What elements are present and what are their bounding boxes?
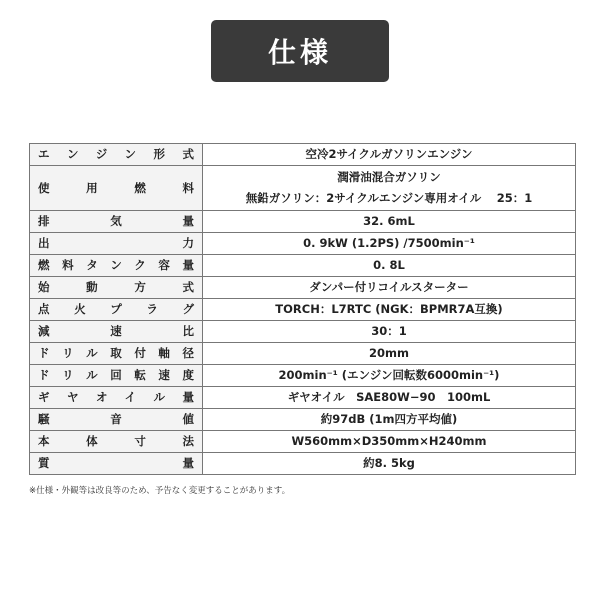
spec-label: 使用燃料 — [30, 166, 203, 211]
spec-value: 20mm — [203, 343, 576, 365]
spec-label: 燃料タンク容量 — [30, 255, 203, 277]
table-row — [30, 343, 576, 365]
spec-value-line: 潤滑油混合ガソリン — [337, 170, 441, 184]
spec-label: 点火プラグ — [30, 299, 203, 321]
spec-value: 空冷2サイクルガソリンエンジン — [203, 144, 576, 166]
spec-label: ドリル回転速度 — [30, 365, 203, 387]
spec-table — [29, 143, 576, 475]
spec-value: 32. 6mL — [203, 211, 576, 233]
spec-value — [203, 166, 576, 211]
spec-value: ギヤオイル SAE80W−90 100mL — [203, 387, 576, 409]
page-title-text: 仕様 — [267, 36, 332, 69]
table-row — [30, 166, 576, 211]
table-row — [30, 431, 576, 453]
table-row — [30, 299, 576, 321]
spec-value: TORCH：L7RTC (NGK：BPMR7A互換) — [203, 299, 576, 321]
table-row — [30, 211, 576, 233]
table-row — [30, 255, 576, 277]
spec-label: 始動方式 — [30, 277, 203, 299]
spec-value: 30：1 — [203, 321, 576, 343]
disclaimer-note: ※仕様・外観等は改良等のため、予告なく変更することがあります。 — [29, 486, 291, 496]
spec-label: 質量 — [30, 453, 203, 475]
spec-value: W560mm×D350mm×H240mm — [203, 431, 576, 453]
table-row — [30, 233, 576, 255]
spec-value: 約8. 5kg — [203, 453, 576, 475]
table-row — [30, 144, 576, 166]
spec-value-line: 無鉛ガソリン：2サイクルエンジン専用オイル 25：1 — [245, 191, 533, 205]
spec-value: 0. 8L — [203, 255, 576, 277]
table-row — [30, 409, 576, 431]
spec-label: 騒音値 — [30, 409, 203, 431]
table-row — [30, 365, 576, 387]
spec-value: 0. 9kW (1.2PS) /7500min⁻¹ — [203, 233, 576, 255]
spec-label: ドリル取付軸径 — [30, 343, 203, 365]
table-row — [30, 387, 576, 409]
page-title — [211, 20, 389, 82]
table-row — [30, 453, 576, 475]
spec-value: 約97dB (1m四方平均値) — [203, 409, 576, 431]
table-row — [30, 321, 576, 343]
spec-value: 200min⁻¹ (エンジン回転数6000min⁻¹) — [203, 365, 576, 387]
spec-label: ギヤオイル量 — [30, 387, 203, 409]
spec-label: 出力 — [30, 233, 203, 255]
spec-label: エンジン形式 — [30, 144, 203, 166]
spec-label: 排気量 — [30, 211, 203, 233]
table-row — [30, 277, 576, 299]
spec-value: ダンパー付リコイルスターター — [203, 277, 576, 299]
spec-label: 減速比 — [30, 321, 203, 343]
spec-label: 本体寸法 — [30, 431, 203, 453]
